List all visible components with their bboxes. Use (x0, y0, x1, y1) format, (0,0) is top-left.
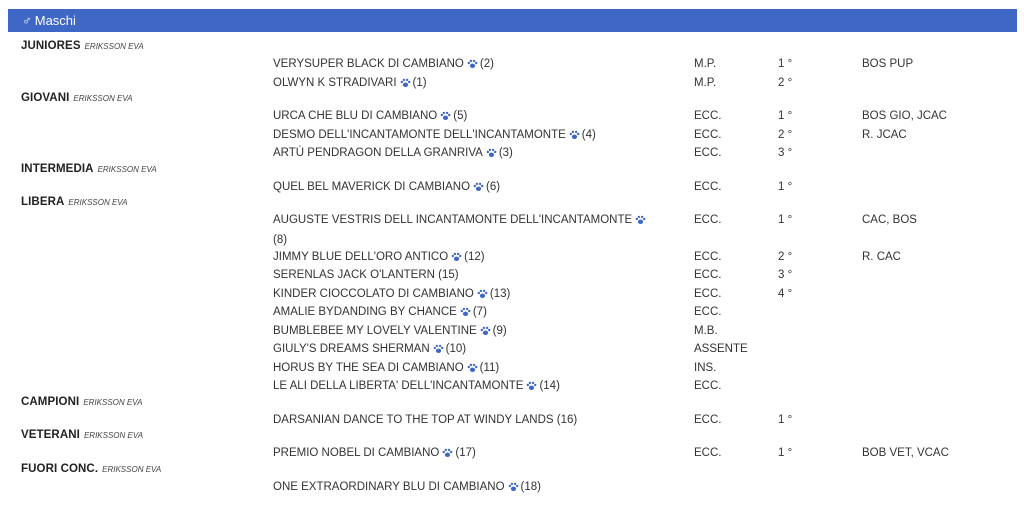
dog-name-text: LE ALI DELLA LIBERTA' DELL'INCANTAMONTE (273, 380, 524, 392)
dog-name[interactable] (273, 285, 668, 305)
qualification: ECC. (694, 306, 722, 318)
dog-name[interactable] (273, 377, 668, 397)
catalog-number: (6) (486, 180, 501, 193)
result-row (0, 211, 1024, 246)
catalog-number: (13) (489, 287, 511, 300)
dog-name[interactable] (273, 107, 668, 127)
catalog-number: (12) (464, 250, 485, 263)
award: BOB VET, VCAC (862, 447, 949, 459)
qualification: M.P. (694, 58, 717, 70)
qualification: M.B. (694, 324, 718, 337)
dog-name-text: AMALIE BYDANDING BY CHANCE (273, 306, 457, 318)
dog-name[interactable] (273, 178, 668, 198)
dog-name-text: PREMIO NOBEL DI CAMBIANO (273, 447, 440, 459)
dog-name-text: AUGUSTE VESTRIS DELL INCANTAMONTE DELL'INCANTAMONTE (273, 214, 633, 226)
catalog-number: (5) (453, 110, 468, 122)
dog-name-text: HORUS BY THE SEA DI CAMBIANO (273, 361, 464, 374)
placement: 3 ° (778, 269, 793, 281)
paw-icon[interactable] (400, 76, 411, 94)
result-row (0, 340, 1024, 358)
dog-name[interactable] (273, 359, 668, 379)
dog-name-text: URCA CHE BLU DI CAMBIANO (273, 110, 438, 122)
qualification: ECC. (694, 128, 722, 141)
category-name: JUNIORES (21, 40, 81, 52)
paw-icon[interactable] (508, 480, 519, 498)
dog-name-text: BUMBLEBEE MY LOVELY VALENTINE (273, 324, 477, 337)
paw-icon[interactable] (473, 180, 484, 198)
dog-name[interactable] (273, 266, 668, 284)
dog-name-text: DARSANIAN DANCE TO THE TOP AT WINDY LANDS (273, 413, 554, 426)
dog-name[interactable] (273, 211, 668, 249)
dog-name[interactable] (273, 444, 668, 464)
placement: 3 ° (778, 147, 793, 159)
placement: 1 ° (778, 413, 793, 426)
paw-icon[interactable] (460, 305, 471, 323)
paw-icon[interactable] (440, 109, 451, 127)
result-row (0, 285, 1024, 303)
category-name: VETERANI (21, 429, 80, 441)
award: CAC, BOS (862, 214, 917, 226)
qualification: ECC. (694, 287, 722, 300)
dog-name-text: DESMO DELL'INCANTAMONTE DELL'INCANTAMONTE (273, 128, 566, 141)
catalog-number: (3) (498, 147, 513, 159)
catalog-number: (7) (472, 306, 487, 318)
dog-name[interactable] (273, 248, 668, 268)
dog-name-text: KINDER CIOCCOLATO DI CAMBIANO (273, 287, 474, 300)
catalog-number: (11) (479, 361, 500, 374)
dog-name-text: ONE EXTRAORDINARY BLU DI CAMBIANO (273, 480, 505, 493)
placement: 2 ° (778, 76, 793, 89)
category-heading (21, 429, 143, 445)
award: BOS GIO, JCAC (862, 110, 947, 122)
result-row (0, 478, 1024, 496)
dog-name-text: GIULY'S DREAMS SHERMAN (273, 343, 430, 355)
category-heading (21, 92, 133, 108)
paw-icon[interactable] (442, 446, 453, 464)
qualification: ECC. (694, 214, 722, 226)
catalog-number: (14) (539, 380, 560, 392)
qualification: ASSENTE (694, 343, 748, 355)
result-row (0, 107, 1024, 125)
section-title: Maschi (34, 13, 76, 28)
result-row (0, 126, 1024, 144)
dog-name[interactable] (273, 340, 668, 360)
dog-name-text: OLWYN K STRADIVARI (273, 76, 397, 89)
male-symbol-icon: ♂ (22, 13, 32, 28)
paw-icon[interactable] (480, 324, 491, 342)
paw-icon[interactable] (451, 250, 462, 268)
dog-name[interactable] (273, 55, 668, 75)
result-row (0, 359, 1024, 377)
category-name: GIOVANI (21, 92, 70, 104)
paw-icon[interactable] (635, 213, 646, 231)
result-row (0, 377, 1024, 395)
award: R. CAC (862, 250, 901, 263)
dog-name[interactable] (273, 144, 668, 164)
qualification: ECC. (694, 413, 722, 426)
award: BOS PUP (862, 58, 914, 70)
qualification: ECC. (694, 110, 722, 122)
result-row (0, 411, 1024, 429)
result-row (0, 74, 1024, 92)
category-name: CAMPIONI (21, 395, 80, 408)
result-row (0, 178, 1024, 196)
paw-icon[interactable] (433, 342, 444, 360)
dog-name[interactable] (273, 74, 668, 94)
result-row (0, 322, 1024, 340)
category-heading (21, 463, 161, 479)
catalog-number: (4) (581, 128, 596, 141)
category-heading (21, 163, 157, 179)
result-row (0, 303, 1024, 321)
paw-icon[interactable] (467, 57, 478, 75)
dog-name[interactable] (273, 322, 668, 342)
judge-name: ERIKSSON EVA (83, 431, 144, 440)
placement: 4 ° (778, 287, 793, 300)
catalog-number: (9) (492, 324, 507, 337)
catalog-number: (17) (455, 447, 476, 459)
result-row (0, 55, 1024, 73)
dog-name[interactable] (273, 126, 668, 146)
catalog-number: (2) (479, 58, 494, 70)
placement: 2 ° (778, 250, 793, 263)
judge-name: ERIKSSON EVA (73, 94, 133, 103)
qualification: ECC. (694, 447, 722, 459)
placement: 1 ° (778, 110, 793, 122)
dog-name-text: SERENLAS JACK O'LANTERN (273, 269, 435, 281)
catalog-number: (16) (556, 413, 578, 426)
placement: 1 ° (778, 180, 793, 193)
result-row (0, 248, 1024, 266)
placement: 1 ° (778, 447, 793, 459)
paw-icon[interactable] (526, 379, 537, 397)
category-heading (21, 40, 144, 56)
judge-name: ERIKSSON EVA (97, 164, 157, 174)
award: R. JCAC (862, 128, 907, 141)
catalog-number: (18) (520, 480, 541, 493)
qualification: ECC. (694, 180, 722, 193)
catalog-number: (1) (412, 76, 427, 89)
result-row (0, 444, 1024, 462)
catalog-number: (10) (445, 343, 467, 355)
dog-name[interactable] (273, 303, 668, 323)
dog-name-text: VERYSUPER BLACK DI CAMBIANO (273, 58, 464, 70)
catalog-number: (15) (438, 269, 459, 281)
paw-icon[interactable] (467, 361, 478, 379)
paw-icon[interactable] (569, 128, 580, 146)
paw-icon[interactable] (486, 146, 497, 164)
result-row (0, 144, 1024, 162)
category-name: FUORI CONC. (21, 462, 99, 475)
section-header-maschi (8, 9, 1017, 32)
dog-name-text: JIMMY BLUE DELL'ORO ANTICO (273, 250, 449, 263)
paw-icon[interactable] (477, 287, 488, 305)
category-heading (21, 396, 142, 412)
result-row (0, 266, 1024, 284)
qualification: INS. (694, 361, 717, 374)
category-name: LIBERA (21, 196, 65, 208)
dog-name-text: ARTÙ PENDRAGON DELLA GRANRIVA (273, 147, 483, 159)
qualification: ECC. (694, 380, 722, 392)
dog-name[interactable] (273, 411, 668, 429)
dog-name[interactable] (273, 478, 668, 498)
placement: 1 ° (778, 58, 793, 70)
qualification: M.P. (694, 76, 717, 89)
placement: 1 ° (778, 214, 793, 226)
catalog-number: (8) (273, 234, 288, 246)
judge-name: ERIKSSON EVA (83, 397, 143, 407)
judge-name: ERIKSSON EVA (68, 198, 128, 207)
judge-name: ERIKSSON EVA (102, 464, 162, 474)
category-name: INTERMEDIA (21, 162, 94, 175)
qualification: ECC. (694, 147, 722, 159)
placement: 2 ° (778, 128, 793, 141)
judge-name: ERIKSSON EVA (84, 42, 144, 51)
dog-name-text: QUEL BEL MAVERICK DI CAMBIANO (273, 180, 471, 193)
qualification: ECC. (694, 250, 722, 263)
qualification: ECC. (694, 269, 722, 281)
category-heading (21, 196, 128, 212)
